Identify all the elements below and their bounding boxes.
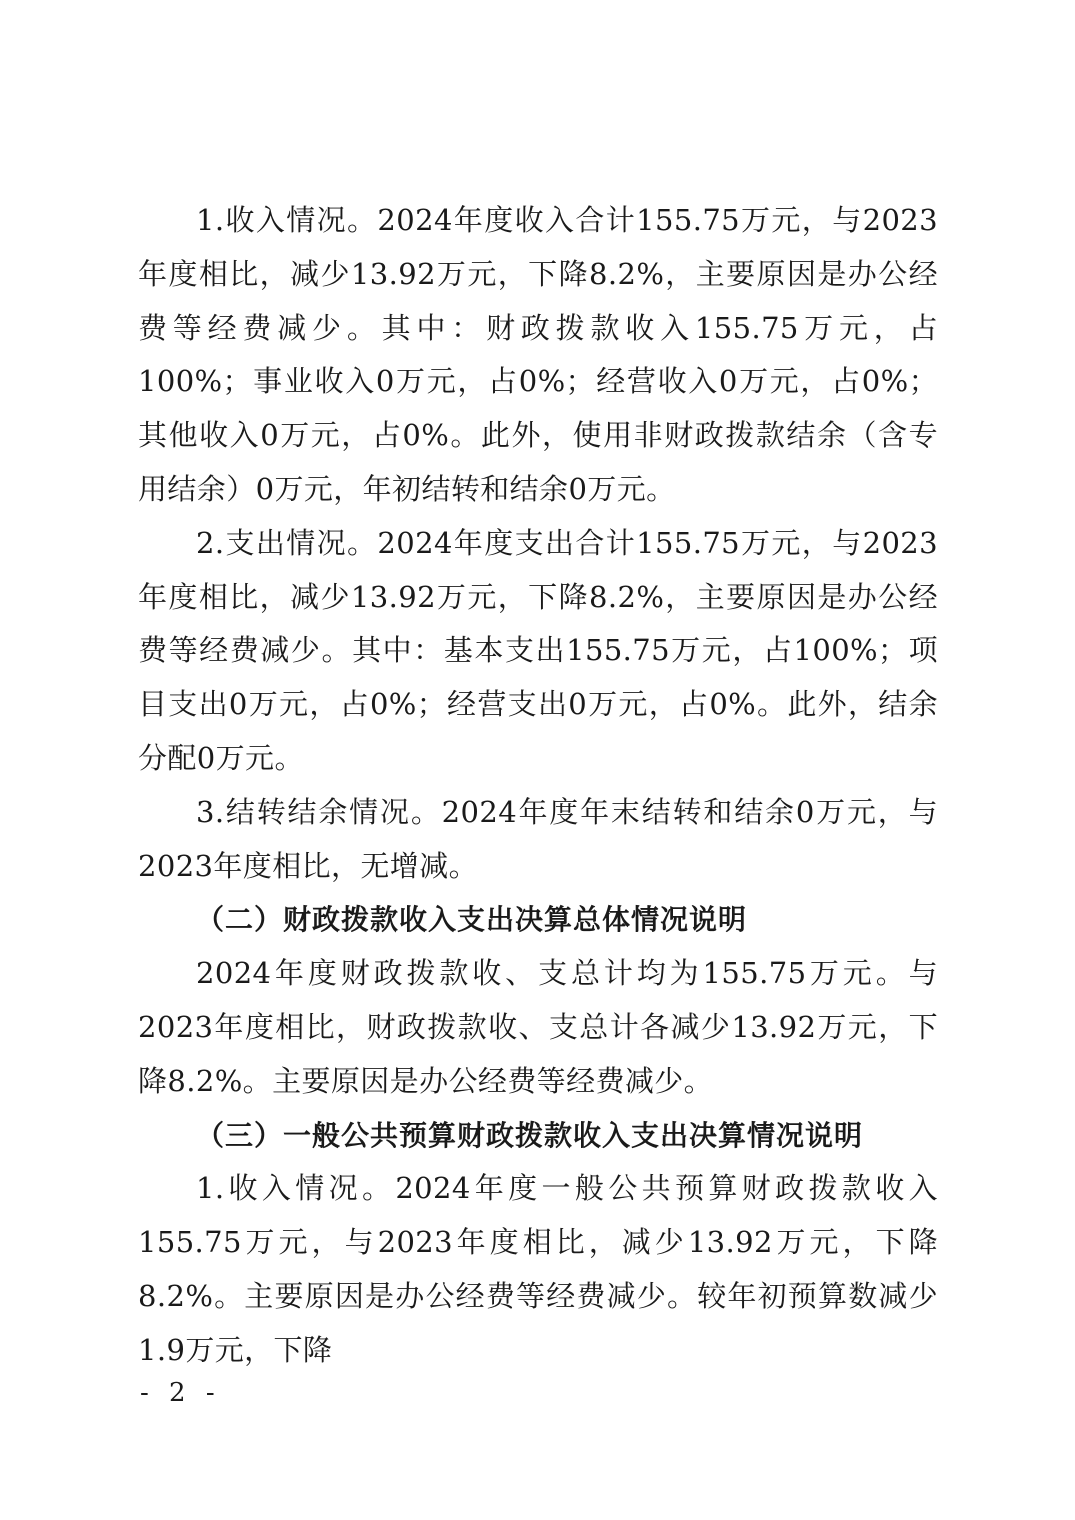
paragraph-expenditure-overview: 2.支出情况。2024年度支出合计155.75万元，与2023年度相比，减少13.92万元，下降8.2%，主要原因是办公经费等经费减少。其中：基本支出155.75万元，占100%；项目支出0万元，占0%；经营支出0万元，占0%。此外，结余分配0万元。 — [138, 525, 938, 775]
document-body — [138, 194, 938, 1378]
paragraph-carryover-balance: 3.结转结余情况。2024年度年末结转和结余0万元，与2023年度相比，无增减。 — [138, 794, 938, 883]
paragraph-fiscal-appropriation-total: 2024年度财政拨款收、支总计均为155.75万元。与2023年度相比，财政拨款收、支总计各减少13.92万元，下降8.2%。主要原因是办公经费等经费减少。 — [138, 956, 938, 1098]
paragraph-income-overview: 1.收入情况。2024年度收入合计155.75万元，与2023年度相比，减少13.92万元，下降8.2%，主要原因是办公经费等经费减少。其中：财政拨款收入155.75万元，占100%；事业收入0万元，占0%；经营收入0万元，占0%；其他收入0万元，占0%。此外，使用非财政拨款结余（含专用结余）0万元，年初结转和结余0万元。 — [138, 203, 938, 506]
heading-fiscal-appropriation-overview: （二）财政拨款收入支出决算总体情况说明 — [196, 903, 748, 937]
page-number: - 2 - — [140, 1378, 221, 1408]
heading-general-public-budget: （三）一般公共预算财政拨款收入支出决算情况说明 — [196, 1118, 864, 1152]
paragraph-general-budget-income: 1.收入情况。2024年度一般公共预算财政拨款收入155.75万元，与2023年度相比，减少13.92万元，下降8.2%。主要原因是办公经费等经费减少。较年初预算数减少1.9万元，下降 — [138, 1171, 938, 1367]
